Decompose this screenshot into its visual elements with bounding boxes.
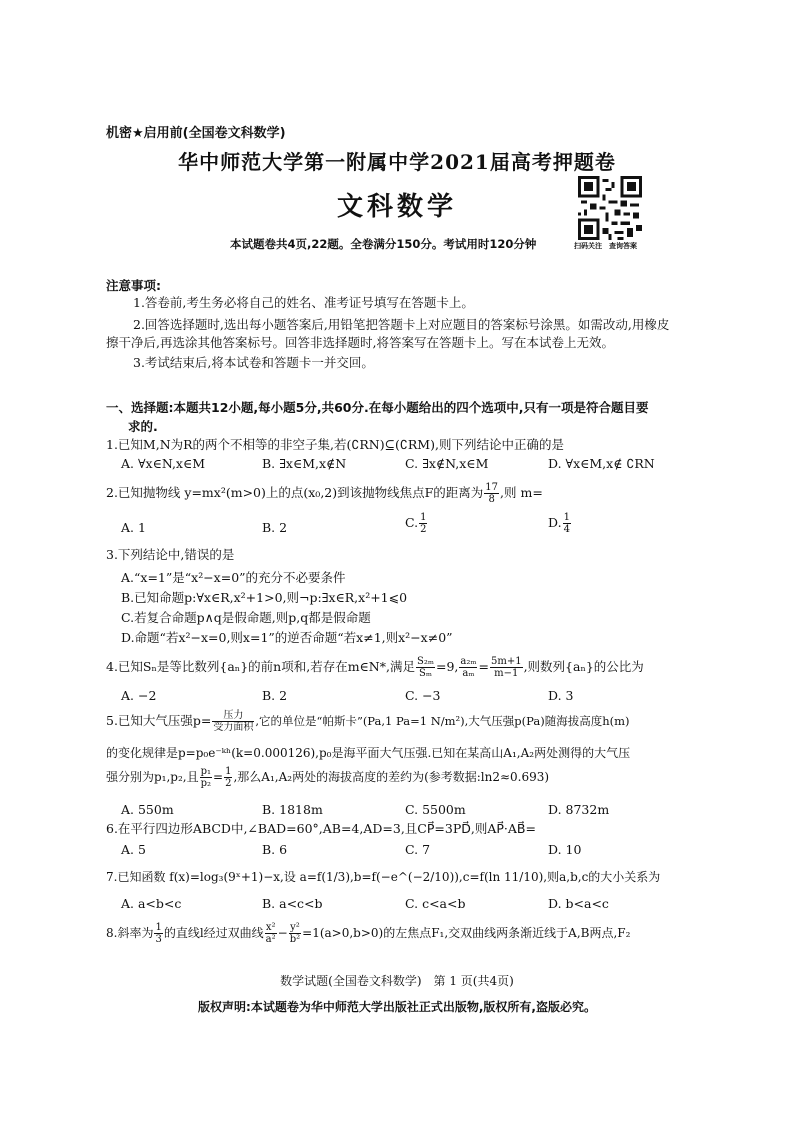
- option-c: C. c<a<b: [405, 896, 466, 911]
- option-c: C.若复合命题p∧q是假命题,则p,q都是假命题: [121, 610, 371, 625]
- stem-text: −: [277, 926, 288, 940]
- numerator: p₁: [200, 766, 212, 777]
- numerator: 1: [155, 922, 162, 933]
- denominator: m−1: [494, 668, 519, 679]
- option-a: A. 5: [121, 842, 146, 857]
- option-label: D.: [548, 515, 562, 530]
- fraction: [289, 922, 301, 945]
- option-d: D. 10: [548, 842, 582, 857]
- option-c: [405, 512, 428, 535]
- question-1-stem: 1.已知M,N为R的两个不相等的非空子集,若(∁RN)⊆(∁RM),则下列结论中正确的是: [106, 437, 564, 452]
- denominator: p₂: [200, 778, 212, 789]
- denominator: 2: [225, 778, 232, 789]
- option-d: D. b<a<c: [548, 896, 609, 911]
- option-c: C. 5500m: [405, 802, 466, 817]
- option-b: B. 2: [262, 520, 288, 535]
- fraction: [224, 766, 232, 789]
- numerator: x²: [265, 922, 276, 933]
- section-heading: [106, 398, 706, 436]
- section-line: 求的.: [128, 419, 158, 434]
- fraction: [419, 512, 427, 535]
- denominator: 4: [563, 524, 570, 535]
- notice-item: 擦干净后,再选涂其他答案标号。回答非选择题时,将答案写在答题卡上。写在本试卷上无效。: [106, 335, 614, 350]
- qr-code-icon: [578, 176, 642, 240]
- option-a: A. 1: [121, 520, 146, 535]
- fraction: [459, 656, 477, 679]
- stem-text: ,那么A₁,A₂两处的海拔高度的差约为(参考数据:ln2≈0.693): [233, 770, 550, 784]
- denominator: b²: [289, 934, 301, 945]
- stem-text: =9,: [435, 659, 459, 674]
- fraction: [416, 656, 435, 679]
- option-c: C. 7: [405, 842, 431, 857]
- fraction: [212, 710, 254, 733]
- numerator: 1: [225, 766, 232, 777]
- numerator: 17: [485, 482, 499, 493]
- denominator: 3: [155, 934, 162, 945]
- numerator: 5m+1: [490, 656, 522, 667]
- question-5-line: 的变化规律是p=p₀e⁻ᵏʰ(k=0.000126),p₀是海平面大气压强.已知在某高山A₁,A₂两处测得的大气压: [106, 746, 631, 760]
- option-c: C. −3: [405, 688, 441, 703]
- numerator: 1: [420, 512, 427, 523]
- option-b: B. a<c<b: [262, 896, 323, 911]
- fraction: [490, 656, 523, 679]
- numerator: S₂ₘ: [416, 656, 434, 667]
- fraction: [154, 922, 162, 945]
- denominator: 8: [488, 494, 495, 505]
- option-d: D. 3: [548, 688, 574, 703]
- numerator: 压力: [212, 710, 254, 722]
- numerator: y²: [290, 922, 300, 933]
- denominator: 2: [420, 524, 427, 535]
- numerator: 1: [563, 512, 570, 523]
- stem-text: 8.斜率为: [106, 926, 154, 940]
- stem-text: =1(a>0,b>0)的左焦点F₁,交双曲线两条渐近线于A,B两点,F₂: [302, 926, 631, 940]
- option-b: B. 2: [262, 688, 288, 703]
- fraction: [265, 922, 277, 945]
- fraction: [484, 482, 499, 505]
- denominator: aₘ: [462, 668, 475, 679]
- question-2-stem: [106, 482, 543, 505]
- stem-text: ,它的单位是“帕斯卡”(Pa,1 Pa=1 N/m²),大气压强p(Pa)随海拔高度h(m): [255, 714, 630, 728]
- option-d: [548, 512, 572, 535]
- option-a: A. −2: [121, 688, 157, 703]
- denominator: 受力面积: [213, 722, 254, 733]
- secret-label: 机密★启用前(全国卷文科数学): [106, 126, 286, 141]
- question-8-stem: [106, 922, 630, 945]
- option-a: A. 550m: [121, 802, 174, 817]
- stem-text: =: [478, 659, 489, 674]
- page-footer: 数学试题(全国卷文科数学) 第 1 页(共4页): [280, 974, 514, 988]
- numerator: a₂ₘ: [460, 656, 477, 667]
- copyright-notice: 版权声明:本试题卷为华中师范大学出版社正式出版物,版权所有,盗版必究。: [198, 1000, 596, 1014]
- exam-subject: 文科数学: [336, 192, 457, 222]
- stem-text: =: [213, 770, 224, 784]
- denominator: Sₘ: [418, 668, 432, 679]
- question-5-line: [106, 766, 549, 789]
- question-7-stem: 7.已知函数 f(x)=log₃(9ˣ+1)−x,设 a=f(1/3),b=f(−e^(−2/10)),c=f(ln 11/10),则a,b,c的大小关系为: [106, 870, 661, 884]
- exam-title: 华中师范大学第一附属中学2021届高考押题卷: [178, 150, 616, 174]
- stem-text: 5.已知大气压强p=: [106, 713, 212, 728]
- option-d: D.命题“若x²−x=0,则x=1”的逆否命题“若x≠1,则x²−x≠0”: [121, 630, 453, 645]
- question-5-stem: [106, 710, 630, 733]
- notice-item: 2.回答选择题时,选出每小题答案后,用铅笔把答题卡上对应题目的答案标号涂黑。如需改动,用橡皮: [133, 317, 670, 332]
- notice-heading: 注意事项:: [106, 278, 161, 293]
- stem-text: 的直线l经过双曲线: [163, 926, 264, 940]
- question-4-stem: [106, 656, 644, 679]
- option-c: C. ∃x∉N,x∈M: [405, 456, 489, 471]
- exam-info: 本试题卷共4页,22题。全卷满分150分。考试用时120分钟: [230, 237, 537, 251]
- option-a: A.“x=1”是“x²−x=0”的充分不必要条件: [121, 570, 346, 585]
- option-a: A. a<b<c: [121, 896, 182, 911]
- option-a: A. ∀x∈N,x∈M: [121, 456, 206, 471]
- fraction: [563, 512, 571, 535]
- stem-text: ,则 m=: [500, 485, 543, 500]
- notice-item: 3.考试结束后,将本试卷和答题卡一并交回。: [133, 355, 374, 370]
- qr-caption: 扫码关注 查询答案: [574, 242, 637, 250]
- stem-text: 2.已知抛物线 y=mx²(m>0)上的点(x₀,2)到该抛物线焦点F的距离为: [106, 485, 484, 500]
- stem-text: 强分别为p₁,p₂,且: [106, 770, 199, 784]
- option-b: B.已知命题p:∀x∈R,x²+1>0,则¬p:∃x∈R,x²+1⩽0: [121, 590, 408, 605]
- question-6-stem: 6.在平行四边形ABCD中,∠BAD=60°,AB=4,AD=3,且CP⃗=3PD⃗,则AP⃗·AB⃗=: [106, 821, 536, 836]
- option-d: D. ∀x∈M,x∉ ∁RN: [548, 456, 655, 471]
- option-b: B. 1818m: [262, 802, 323, 817]
- stem-text: ,则数列{aₙ}的公比为: [523, 659, 644, 674]
- notice-item: 1.答卷前,考生务必将自己的姓名、准考证号填写在答题卡上。: [133, 295, 474, 310]
- option-d: D. 8732m: [548, 802, 610, 817]
- option-label: C.: [405, 515, 419, 530]
- fraction: [200, 766, 212, 789]
- denominator: a²: [265, 934, 276, 945]
- section-line: 一、选择题:本题共12小题,每小题5分,共60分.在每小题给出的四个选项中,只有一项是符合题目要: [106, 400, 649, 415]
- stem-text: 4.已知Sₙ是等比数列{aₙ}的前n项和,若存在m∈N*,满足: [106, 659, 415, 674]
- question-3-stem: 3.下列结论中,错误的是: [106, 547, 235, 562]
- option-b: B. ∃x∈M,x∉N: [262, 456, 347, 471]
- option-b: B. 6: [262, 842, 288, 857]
